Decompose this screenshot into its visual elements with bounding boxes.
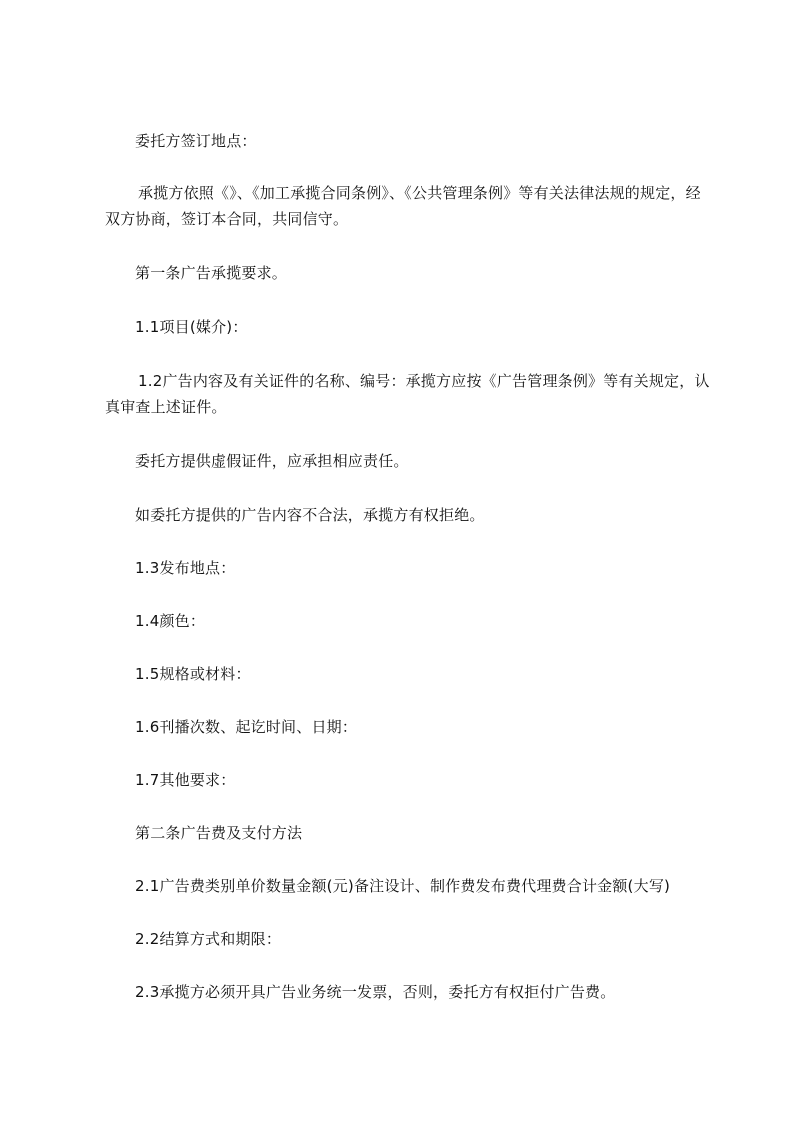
paragraph-item-2-1: 2.1广告费类别单价数量金额(元)备注设计、制作费发布费代理费合计金额(大写) — [135, 877, 671, 895]
paragraph-item-1-5: 1.5规格或材料： — [135, 665, 251, 683]
paragraph-item-2-3: 2.3承揽方必须开具广告业务统一发票，否则，委托方有权拒付广告费。 — [135, 983, 616, 1001]
paragraph-article-1-title: 第一条广告承揽要求。 — [135, 264, 288, 282]
paragraph-article-2-title: 第二条广告费及支付方法 — [135, 824, 303, 842]
paragraph-item-1-4: 1.4颜色： — [135, 612, 206, 630]
paragraph-preamble: 承揽方依照《》、《加工承揽合同条例》、《公共管理条例》等有关法律法规的规定，经双方协商，签订本合同，共同信守。 — [105, 184, 701, 228]
paragraph-item-1-6: 1.6刊播次数、起讫时间、日期： — [135, 718, 358, 736]
paragraph-illegal-content: 如委托方提供的广告内容不合法，承揽方有权拒绝。 — [135, 506, 485, 524]
paragraph-item-1-2: 1.2广告内容及有关证件的名称、编号：承揽方应按《广告管理条例》等有关规定，认真审查上述证件。 — [105, 372, 710, 416]
paragraph-item-1-1: 1.1项目(媒介)： — [135, 318, 248, 336]
paragraph-false-documents: 委托方提供虚假证件，应承担相应责任。 — [135, 452, 409, 470]
paragraph-item-1-7: 1.7其他要求： — [135, 771, 236, 789]
paragraph-signing-location: 委托方签订地点： — [135, 132, 257, 150]
paragraph-item-1-3: 1.3发布地点： — [135, 559, 236, 577]
paragraph-item-2-2: 2.2结算方式和期限： — [135, 930, 282, 948]
